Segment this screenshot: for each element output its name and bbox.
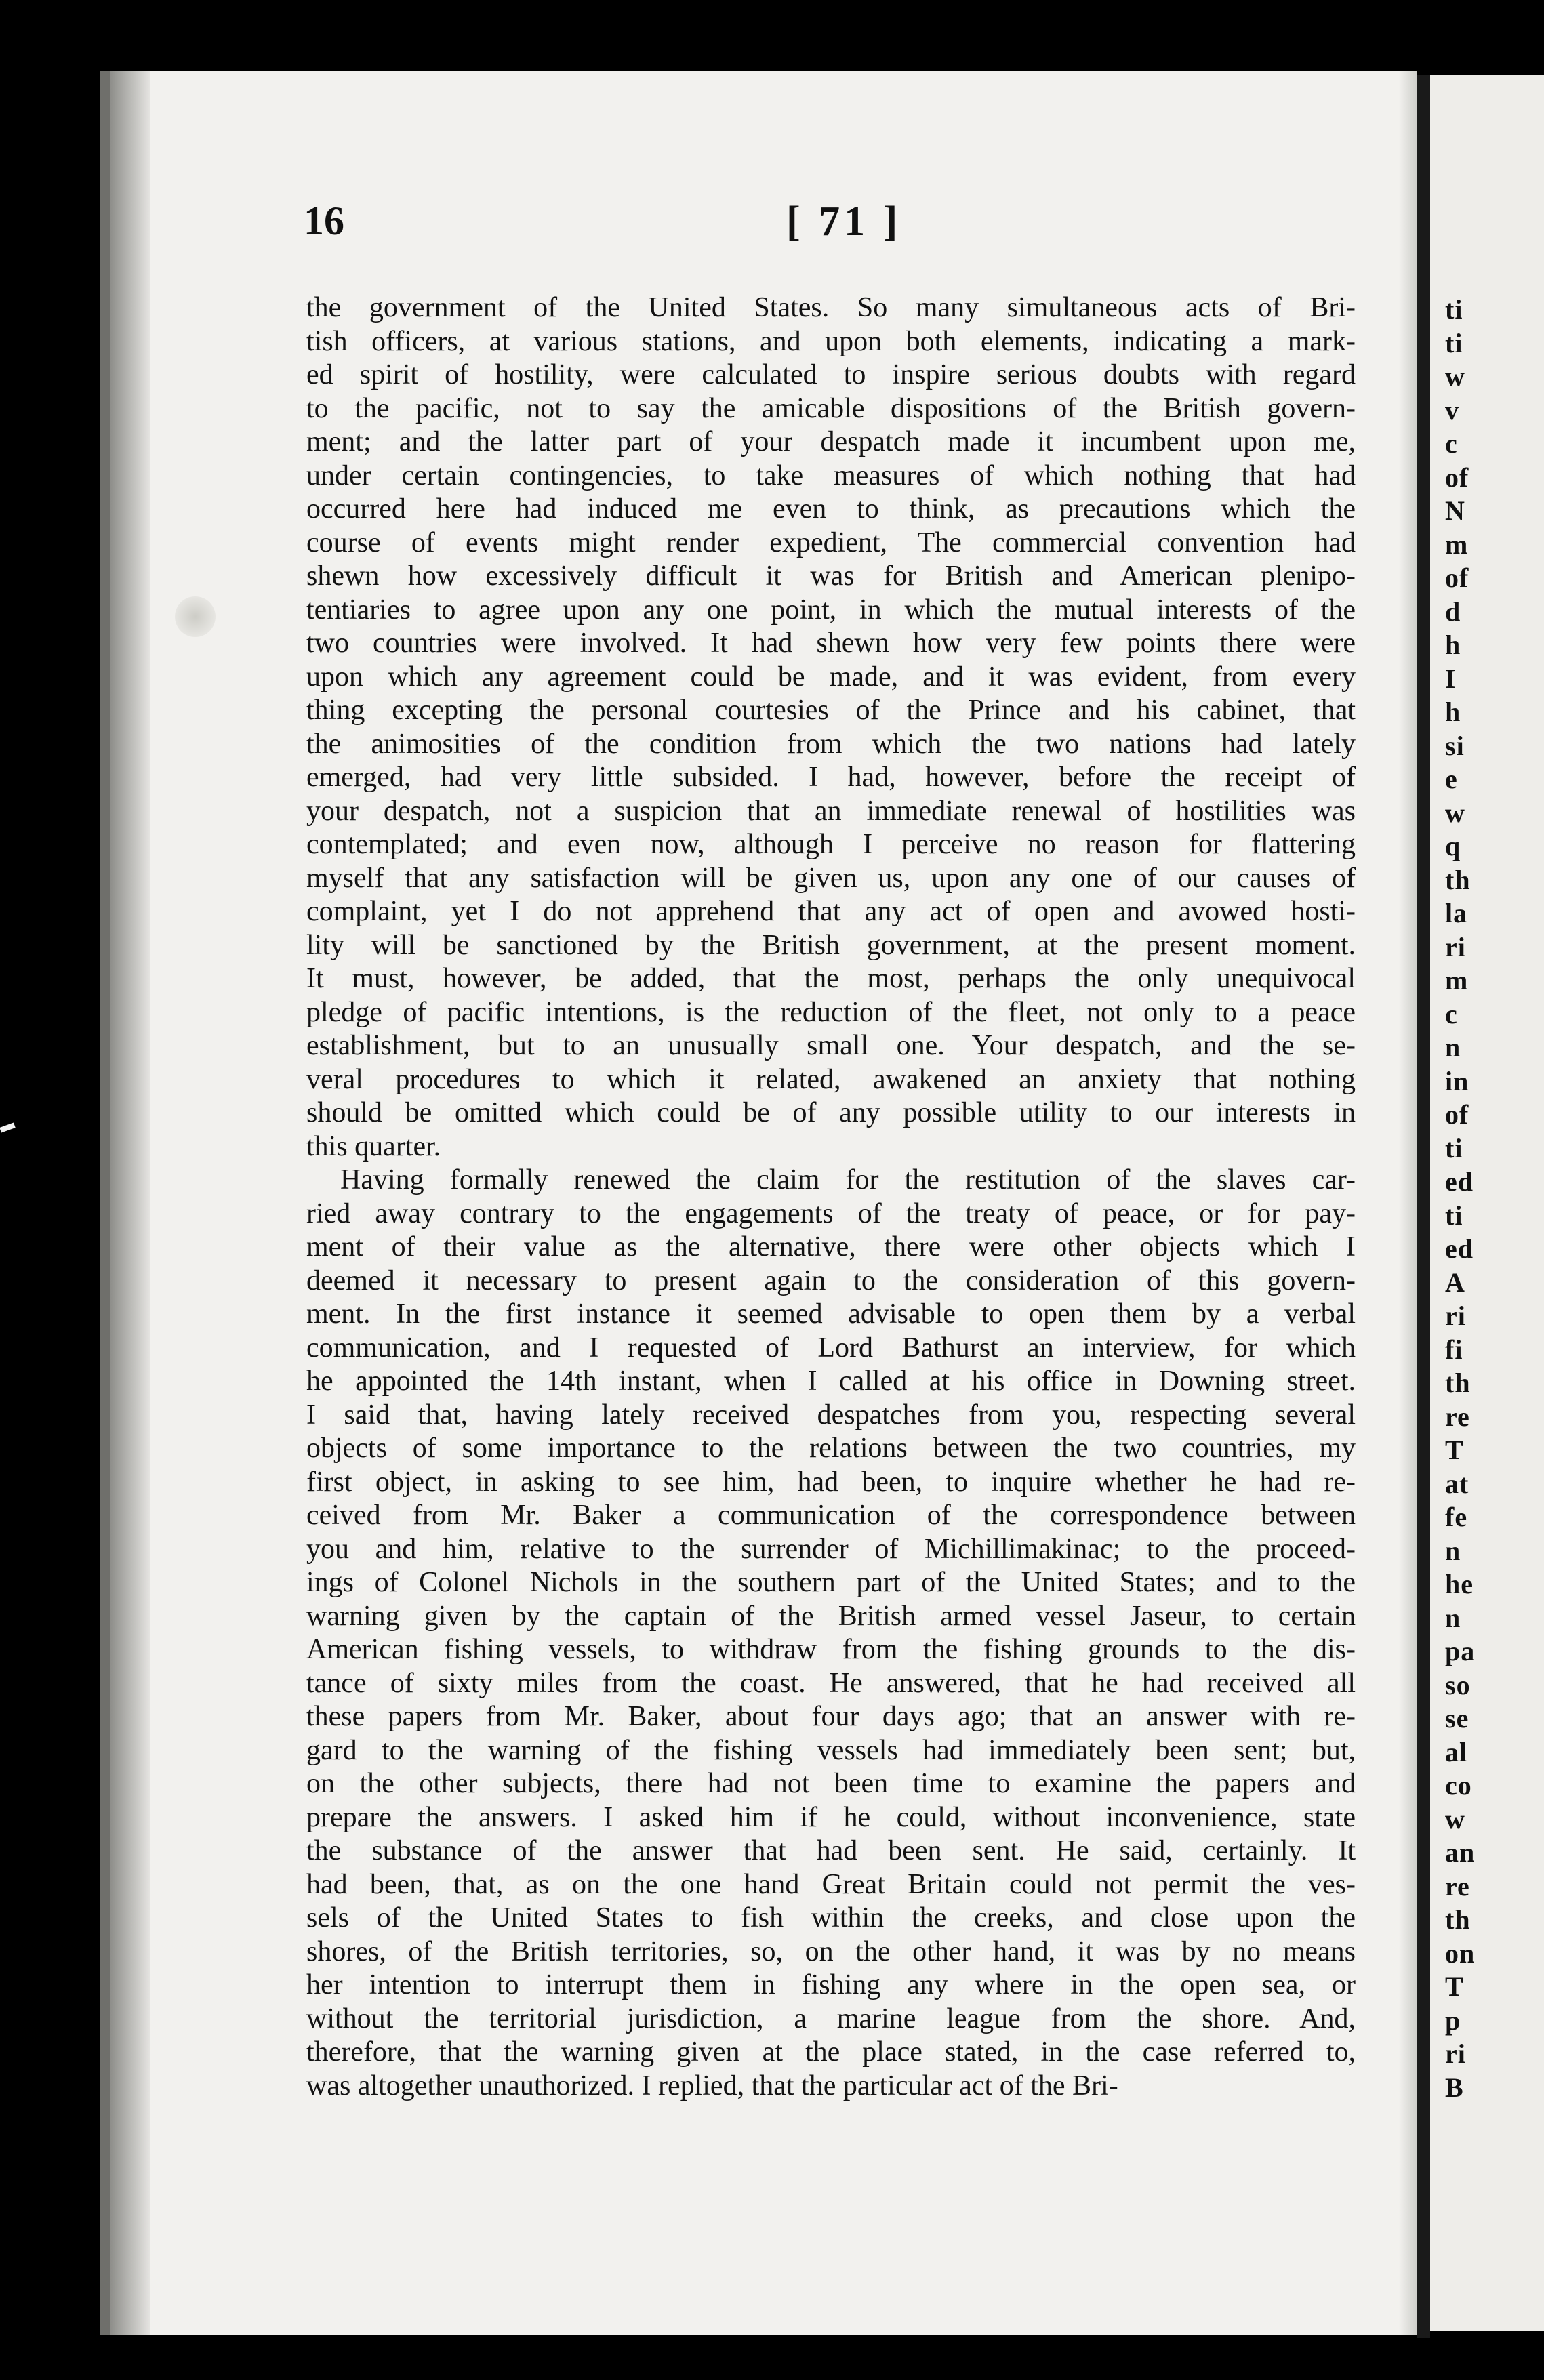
text-line: your despatch, not a suspicion that an immediate renewal of hostilities was: [306, 795, 1356, 827]
facing-page-fragment: on: [1445, 1937, 1476, 1969]
facing-page-fragment: c: [1445, 998, 1458, 1029]
facing-page-fragment: w: [1445, 797, 1465, 828]
text-line: the government of the United States. So many simultaneous acts of Bri-: [306, 292, 1356, 323]
facing-page-fragment: se: [1445, 1703, 1469, 1733]
facing-page-fragment: B: [1445, 2072, 1464, 2103]
text-line: upon which any agreement could be made, and it was evident, from every: [306, 661, 1356, 693]
text-line: course of events might render expedient, The commercial convention had: [306, 527, 1356, 558]
facing-page-fragment: N: [1445, 495, 1465, 526]
text-line: ings of Colonel Nichols in the southern part of the United States; and to the: [306, 1567, 1356, 1598]
facing-page-fragment: th: [1445, 1904, 1471, 1935]
facing-page-fragment: of: [1445, 562, 1469, 593]
text-line: ment of their value as the alternative, there were other objects which I: [306, 1231, 1356, 1263]
text-line: warning given by the captain of the British armed vessel Jaseur, to certain: [306, 1600, 1356, 1632]
text-line: tish officers, at various stations, and upon both elements, indicating a mark-: [306, 325, 1356, 357]
text-line: to the pacific, not to say the amicable dispositions of the British govern-: [306, 392, 1356, 424]
facing-page-fragment: he: [1445, 1569, 1474, 1599]
facing-page-fragment: v: [1445, 394, 1459, 426]
facing-page-fragment: so: [1445, 1669, 1471, 1700]
text-line: contemplated; and even now, although I perceive no reason for flattering: [306, 829, 1356, 860]
text-line: It must, however, be added, that the most, perhaps the only unequivocal: [306, 963, 1356, 994]
facing-page-fragment: re: [1445, 1401, 1470, 1432]
text-line: these papers from Mr. Baker, about four days ago; that an answer with re-: [306, 1701, 1356, 1732]
text-line: objects of some importance to the relations between the two countries, my: [306, 1433, 1356, 1464]
text-line: lity will be sanctioned by the British government, at the present moment.: [306, 929, 1356, 961]
text-line: should be omitted which could be of any possible utility to our interests in: [306, 1097, 1356, 1128]
text-line: thing excepting the personal courtesies of the Prince and his cabinet, that: [306, 695, 1356, 726]
text-line: ed spirit of hostility, were calculated to inspire serious doubts with regard: [306, 359, 1356, 390]
facing-page-fragment: ri: [1445, 2038, 1466, 2069]
text-line: American fishing vessels, to withdraw from the fishing grounds to the dis-: [306, 1634, 1356, 1665]
text-line: I said that, having lately received despatches from you, respecting several: [306, 1399, 1356, 1431]
facing-page-fragment: in: [1445, 1065, 1469, 1096]
text-line: veral procedures to which it related, awakened an anxiety that nothing: [306, 1063, 1356, 1095]
text-line: myself that any satisfaction will be given us, upon any one of our causes of: [306, 862, 1356, 894]
facing-page-fragment: ti: [1445, 1132, 1463, 1164]
facing-page-fragment: c: [1445, 428, 1458, 459]
text-line: the substance of the answer that had been sent. He said, certainly. It: [306, 1835, 1356, 1866]
text-line: the animosities of the condition from which the two nations had lately: [306, 728, 1356, 760]
text-line: was altogether unauthorized. I replied, that the particular act of the Bri-: [306, 2070, 1118, 2101]
facing-page-fragment: th: [1445, 864, 1471, 895]
facing-page-fragment: pa: [1445, 1636, 1476, 1666]
text-line: gard to the warning of the fishing vessels had immediately been sent; but,: [306, 1734, 1356, 1766]
facing-page-fragment: q: [1445, 831, 1461, 861]
text-line: emerged, had very little subsided. I had, however, before the receipt of: [306, 762, 1356, 793]
text-line: ried away contrary to the engagements of the treaty of peace, or for pay-: [306, 1197, 1356, 1229]
text-line: ment; and the latter part of your despatch made it incumbent upon me,: [306, 426, 1356, 457]
facing-page-fragment: p: [1445, 2005, 1461, 2036]
facing-page-fragment: ri: [1445, 931, 1466, 962]
text-line: you and him, relative to the surrender of Michillimakinac; to the proceed-: [306, 1533, 1356, 1565]
facing-page-fragment: ti: [1445, 1199, 1463, 1231]
text-line: ment. In the first instance it seemed advisable to open them by a verbal: [306, 1298, 1356, 1330]
facing-page-fragment: I: [1445, 663, 1457, 694]
facing-page-fragment: ri: [1445, 1300, 1466, 1331]
facing-page-fragment: th: [1445, 1368, 1471, 1398]
facing-page-fragment: h: [1445, 697, 1461, 727]
facing-page-fragment: la: [1445, 898, 1468, 928]
text-line: deemed it necessary to present again to the consideration of this govern-: [306, 1265, 1356, 1296]
facing-page-fragment: al: [1445, 1736, 1468, 1767]
text-line: this quarter.: [306, 1130, 441, 1162]
page-number: 16: [304, 199, 344, 243]
facing-page-fragment: T: [1445, 1435, 1464, 1465]
facing-page-fragment: of: [1445, 1099, 1469, 1130]
facing-page-fragment: d: [1445, 596, 1461, 627]
facing-page-fragment: fi: [1445, 1334, 1463, 1365]
facing-page-fragment: m: [1445, 529, 1469, 560]
facing-page-fragment: n: [1445, 1535, 1461, 1566]
text-line: communication, and I requested of Lord Bathurst an interview, for which: [306, 1332, 1356, 1363]
facing-page-fragment: of: [1445, 461, 1469, 493]
facing-page-fragment: m: [1445, 965, 1469, 996]
book-gutter: [1417, 75, 1430, 2338]
page-edge-shadow: [1399, 71, 1417, 2335]
facing-page-fragment: co: [1445, 1770, 1472, 1801]
facing-page-fragment: A: [1445, 1267, 1465, 1298]
facing-page-fragment: w: [1445, 1803, 1465, 1834]
text-line: occurred here had induced me even to think, as precautions which the: [306, 493, 1356, 525]
facing-page-fragment: re: [1445, 1870, 1470, 1902]
text-line: her intention to interrupt them in fishing any where in the open sea, or: [306, 1969, 1356, 2001]
facing-page-fragment: w: [1445, 361, 1465, 392]
text-line: shores, of the British territories, so, on the other hand, it was by no means: [306, 1935, 1356, 1967]
text-line: pledge of pacific intentions, is the reduction of the fleet, not only to a peace: [306, 996, 1356, 1028]
text-line: on the other subjects, there had not been time to examine the papers and: [306, 1768, 1356, 1799]
facing-page-fragment: ti: [1445, 294, 1463, 325]
ink-stamp-smudge: [175, 596, 216, 637]
text-line: shewn how excessively difficult it was for British and American plenipo-: [306, 560, 1356, 592]
facing-page-fragment: at: [1445, 1468, 1469, 1499]
text-line: under certain contingencies, to take measures of which nothing that had: [306, 459, 1356, 491]
text-line: complaint, yet I do not apprehend that any act of open and avowed hosti-: [306, 896, 1356, 927]
facing-page-fragment: h: [1445, 630, 1461, 660]
facing-page-fragment: fe: [1445, 1502, 1468, 1532]
text-line: first object, in asking to see him, had been, to inquire whether he had re-: [306, 1466, 1356, 1498]
text-line: establishment, but to an unusually small one. Your despatch, and the se-: [306, 1030, 1356, 1061]
margin-mark: [0, 1122, 16, 1132]
text-line: two countries were involved. It had shewn how very few points there were: [306, 628, 1356, 659]
facing-page-fragment: an: [1445, 1837, 1476, 1868]
text-line: without the territorial jurisdiction, a marine league from the shore. And,: [306, 2003, 1356, 2034]
facing-page-fragment: T: [1445, 1971, 1464, 2002]
text-line: had been, that, as on the one hand Great Britain could not permit the ves-: [306, 1868, 1356, 1900]
text-line: Having formally renewed the claim for the restitution of the slaves car-: [340, 1164, 1356, 1195]
text-line: prepare the answers. I asked him if he could, without inconvenience, state: [306, 1801, 1356, 1833]
facing-page-fragment: n: [1445, 1032, 1461, 1063]
text-line: he appointed the 14th instant, when I called at his office in Downing street.: [306, 1366, 1356, 1397]
facing-page-fragment: ed: [1445, 1233, 1474, 1264]
body-text: [306, 291, 1356, 2103]
facing-page-fragment: ed: [1445, 1166, 1474, 1197]
text-line: sels of the United States to fish within the creeks, and close upon the: [306, 1902, 1356, 1933]
text-line: tance of sixty miles from the coast. He answered, that he had received all: [306, 1667, 1356, 1699]
text-line: therefore, that the warning given at the place stated, in the case referred to,: [306, 2036, 1356, 2068]
spine-shadow: [110, 71, 150, 2335]
text-line: ceived from Mr. Baker a communication of the correspondence between: [306, 1500, 1356, 1531]
facing-page-fragment: si: [1445, 730, 1465, 761]
text-line: tentiaries to agree upon any one point, in which the mutual interests of the: [306, 594, 1356, 625]
facing-page: [1430, 75, 1544, 2331]
facing-page-fragment: ti: [1445, 327, 1463, 358]
running-head: [ 71 ]: [786, 199, 902, 245]
facing-page-fragment: e: [1445, 764, 1458, 794]
facing-page-fragment: n: [1445, 1602, 1461, 1633]
